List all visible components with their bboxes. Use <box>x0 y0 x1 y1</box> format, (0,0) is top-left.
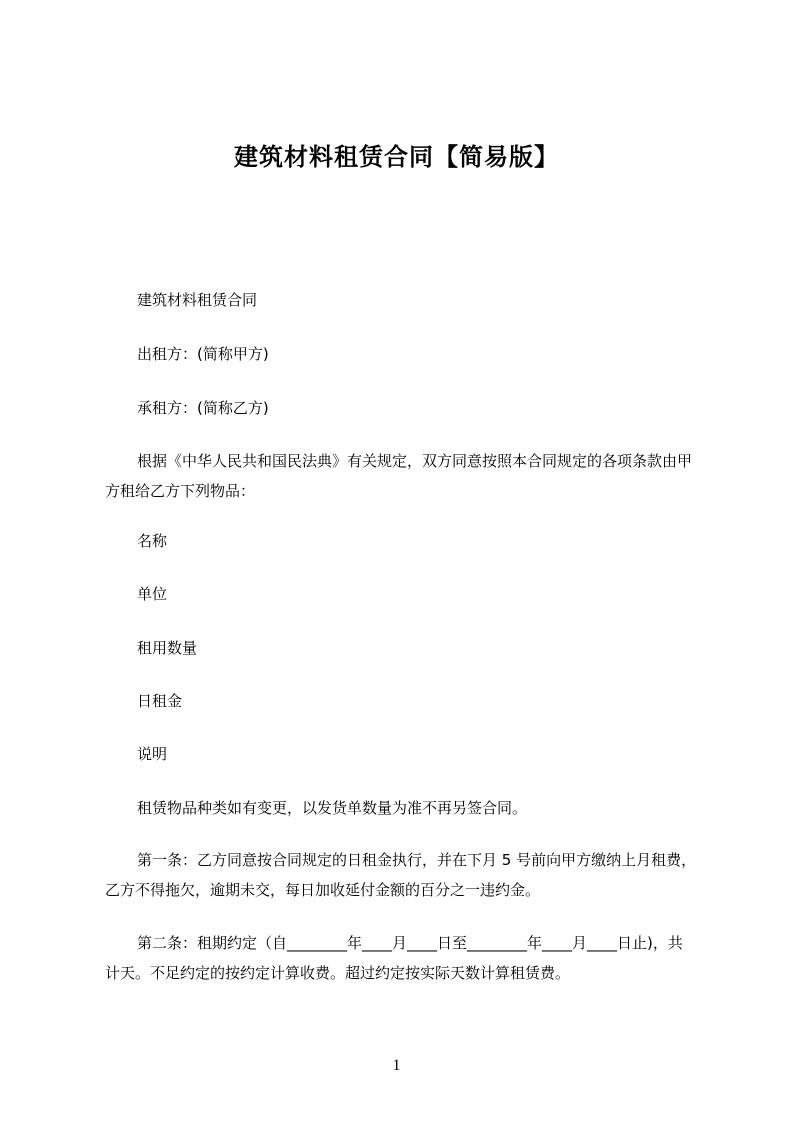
clause-one: 第一条：乙方同意按合同规定的日租金执行，并在下月 5 号前向甲方缴纳上月租费，乙方不得拖欠，逾期未交，每日加收延付金额的百分之一违约金。 <box>105 851 697 899</box>
item-unit-label: 单位 <box>137 585 168 603</box>
item-daily-rent-label: 日租金 <box>137 692 183 710</box>
item-name-label: 名称 <box>137 532 168 550</box>
page-number: 1 <box>392 1057 401 1074</box>
item-description-label: 说明 <box>137 745 168 763</box>
contract-heading: 建筑材料租赁合同 <box>137 291 258 309</box>
change-note: 租赁物品种类如有变更，以发货单数量为准不再另签合同。 <box>137 799 528 817</box>
lessor-line: 出租方：(简称甲方) <box>137 345 269 363</box>
clause-two: 第二条：租期约定（自________年____月____日至________年____月____日止)，共计天。不足约定的按约定计算收费。超过约定按实际天数计算租赁费。 <box>105 934 683 982</box>
intro-paragraph: 根据《中华人民共和国民法典》有关规定，双方同意按照本合同规定的各项条款由甲方租给乙方下列物品： <box>105 452 693 500</box>
lessee-line: 承租方：(简称乙方) <box>137 399 269 417</box>
document-title: 建筑材料租赁合同【简易版】 <box>234 143 559 171</box>
item-quantity-label: 租用数量 <box>137 639 198 657</box>
